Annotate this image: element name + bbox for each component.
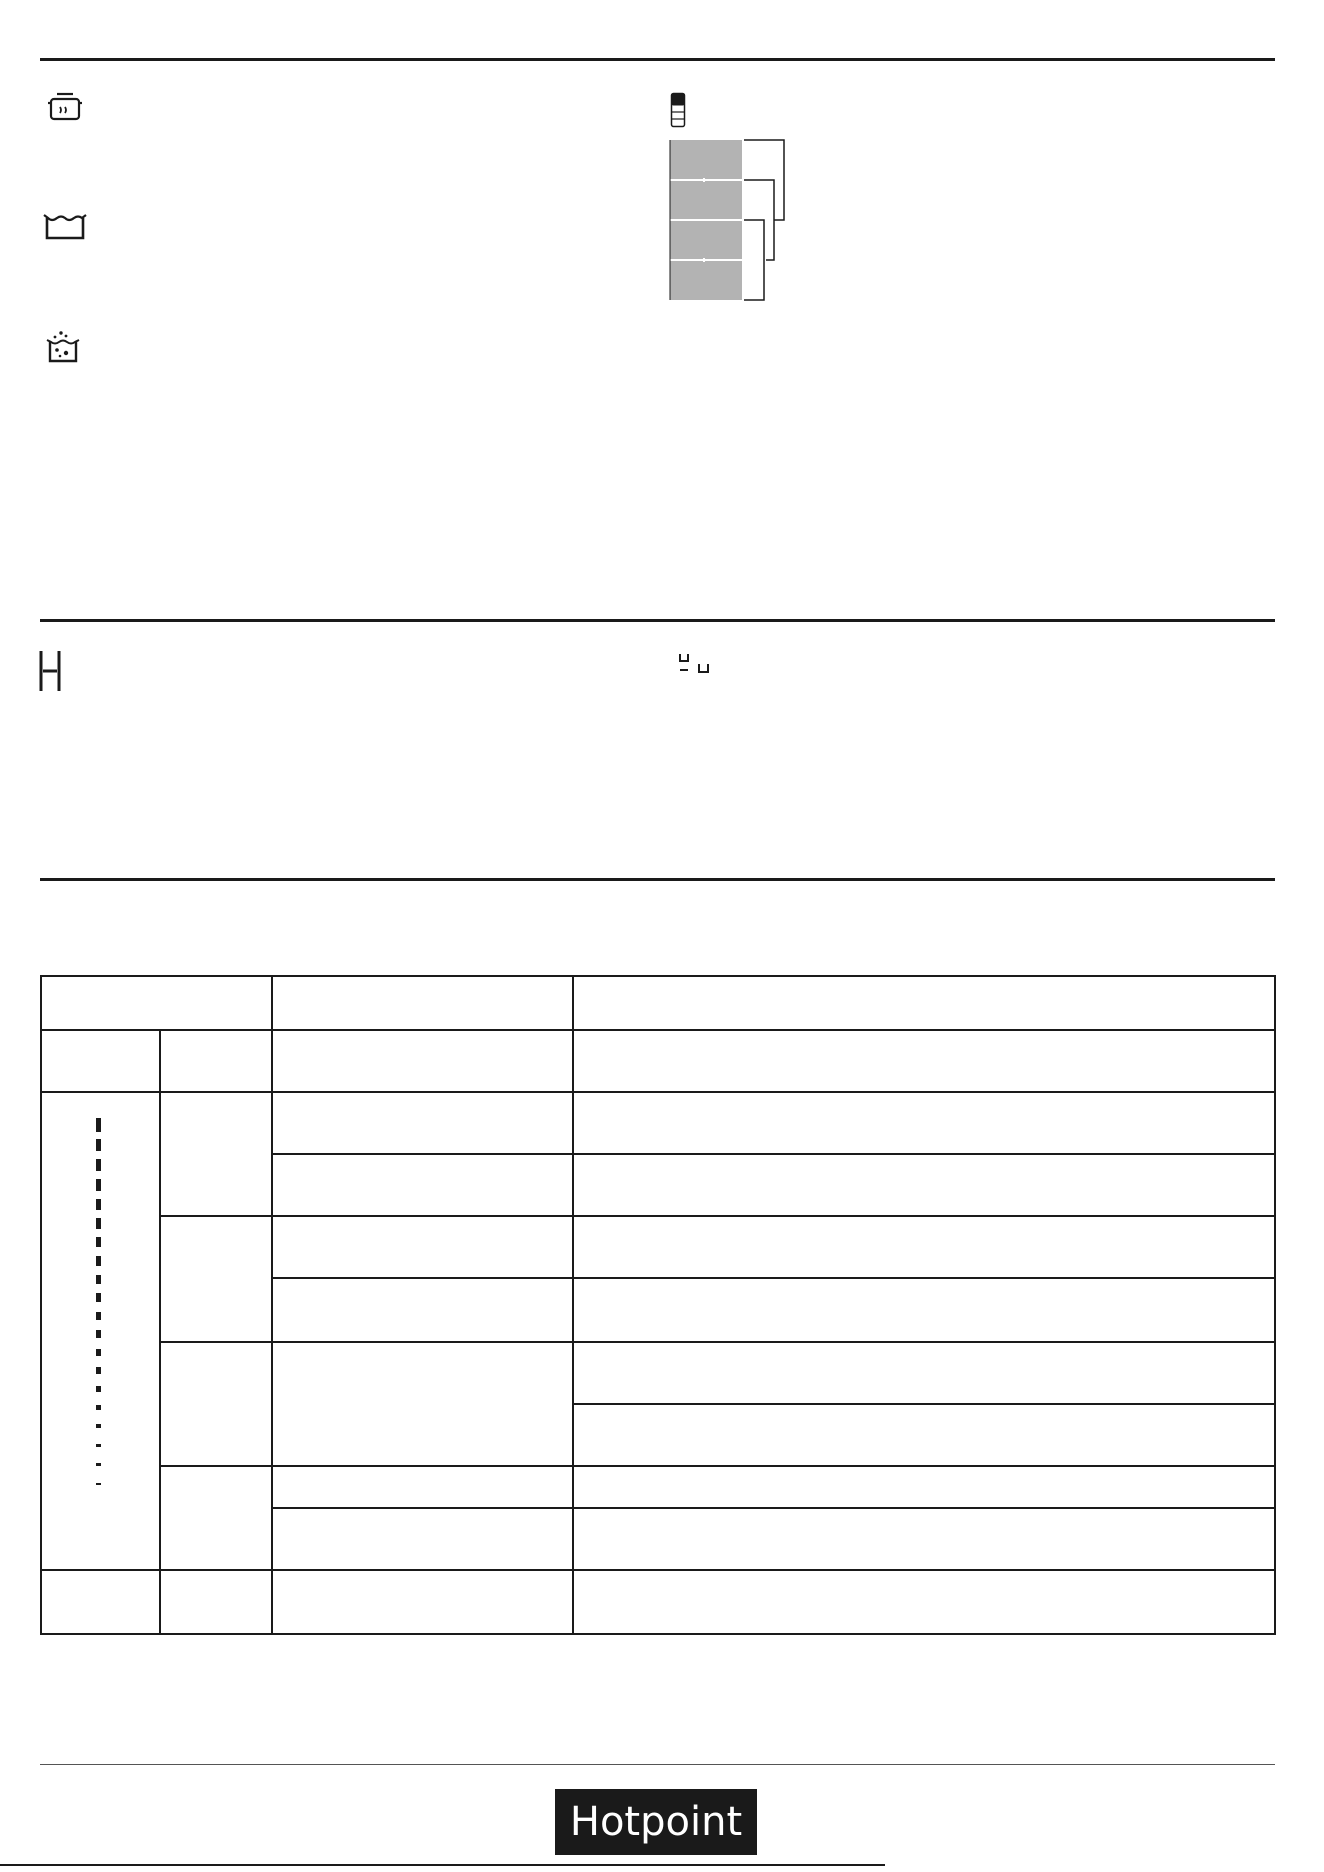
tub-bubbles-icon	[44, 330, 82, 364]
segment-display-icon	[678, 653, 712, 675]
tub-icon	[42, 212, 88, 242]
dashed-level-indicator-icon	[96, 1118, 101, 1485]
footer-divider	[40, 1764, 1275, 1765]
dosing-level-diagram	[668, 138, 788, 309]
settings-table	[40, 975, 1276, 1635]
segment-h-icon	[38, 650, 62, 692]
cartridge-level-icon	[670, 92, 686, 128]
section-divider-lower	[40, 878, 1275, 881]
section-divider-top	[40, 58, 1275, 61]
table-grid	[40, 975, 1276, 1635]
brand-logo-text: Hotpoint	[569, 1799, 743, 1845]
section-divider-middle	[40, 619, 1275, 622]
oven-dish-icon	[48, 92, 82, 122]
page-bottom-line	[0, 1864, 885, 1866]
brand-logo	[555, 1789, 757, 1855]
